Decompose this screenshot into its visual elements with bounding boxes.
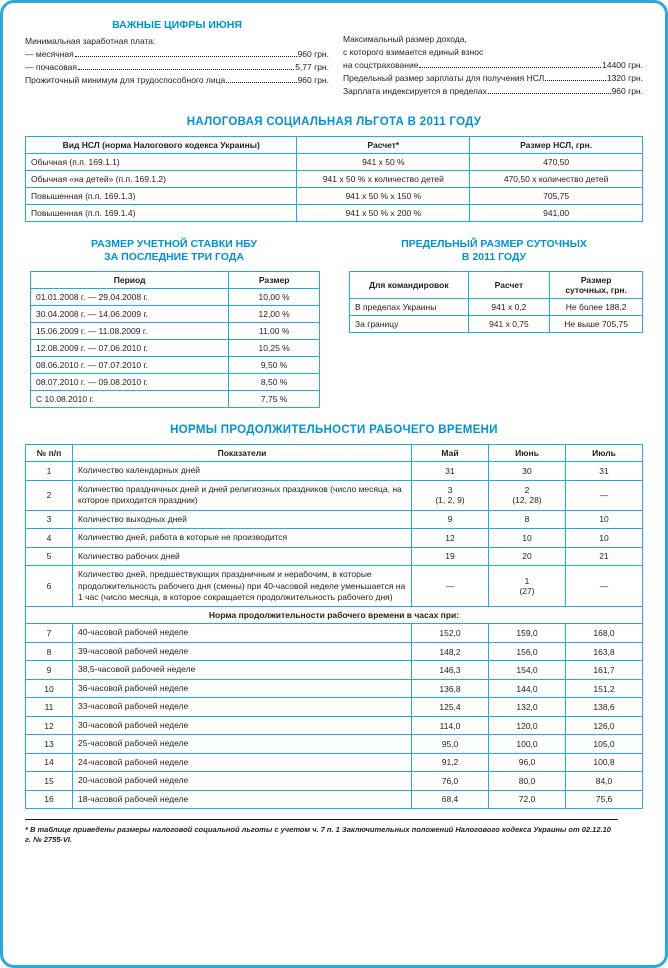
norms-june: 120,0 xyxy=(489,716,566,734)
norms-indicator: 24-часовой рабочей неделе xyxy=(73,753,412,771)
nsl-limit-row xyxy=(343,72,643,85)
norms-july: 151,2 xyxy=(566,679,643,697)
norms-may: 31 xyxy=(412,462,489,480)
norms-july: 126,0 xyxy=(566,716,643,734)
norms-may: 95,0 xyxy=(412,735,489,753)
norms-indicator: 40-часовой рабочей неделе xyxy=(73,624,412,642)
norms-july: 138,6 xyxy=(566,698,643,716)
norms-june-count: 2 xyxy=(524,485,530,496)
dot-leader xyxy=(545,79,606,81)
table-row xyxy=(26,205,643,222)
norms-july: 75,6 xyxy=(566,790,643,808)
per-diem-trip: В пределах Украины xyxy=(350,299,469,316)
table-row xyxy=(26,661,643,679)
norms-july: 105,0 xyxy=(566,735,643,753)
minimum-wage-hourly xyxy=(25,61,329,74)
norms-no: 6 xyxy=(26,566,73,607)
nsl-calc: 941 х 50 % х 150 % xyxy=(297,188,470,205)
per-diem-block xyxy=(345,238,643,408)
nbu-period: С 10.08.2010 г. xyxy=(31,391,229,408)
table-header-row xyxy=(26,445,643,462)
norms-may: 146,3 xyxy=(412,661,489,679)
norms-indicator: 20-часовой рабочей неделе xyxy=(73,772,412,790)
nbu-header-period: Период xyxy=(31,272,229,289)
norms-june: 132,0 xyxy=(489,698,566,716)
max-income-line1: Максимальный размер дохода, xyxy=(343,34,467,44)
norms-indicator: Количество дней, предшествующих праздничным и нерабочим, в которые продолжительность рабочего дня (смены) при 40-часовой неделе уменьшается на 1 час (число месяца, в которое сокращается продолжительность рабочего дня) xyxy=(73,566,412,607)
per-diem-calc: 941 х 0,75 xyxy=(468,316,550,333)
minimum-wage-label: Минимальная заработная плата: xyxy=(25,36,156,46)
norms-no: 14 xyxy=(26,753,73,771)
nsl-header-calc: Расчет* xyxy=(297,137,470,154)
table-row xyxy=(26,188,643,205)
norms-june: 80,0 xyxy=(489,772,566,790)
norms-june: 8 xyxy=(489,510,566,528)
key-figures-left xyxy=(25,19,329,98)
nsl-amount: 470,50 х количество детей xyxy=(470,171,643,188)
dot-leader xyxy=(488,92,611,94)
norms-section-title: НОРМЫ ПРОДОЛЖИТЕЛЬНОСТИ РАБОЧЕГО ВРЕМЕНИ xyxy=(170,424,498,437)
table-row xyxy=(26,642,643,660)
per-diem-title xyxy=(345,238,643,264)
norms-june: 159,0 xyxy=(489,624,566,642)
norms-no: 11 xyxy=(26,698,73,716)
subsistence-minimum xyxy=(25,74,329,87)
norms-may: 148,2 xyxy=(412,642,489,660)
table-row xyxy=(26,171,643,188)
norms-june: 30 xyxy=(489,462,566,480)
norms-may: 125,4 xyxy=(412,698,489,716)
norms-may: 12 xyxy=(412,529,489,547)
nbu-header-size: Размер xyxy=(229,272,320,289)
norms-may-count: 3 xyxy=(447,485,453,496)
norms-header-indicator: Показатели xyxy=(73,445,412,462)
norms-july: 31 xyxy=(566,462,643,480)
norms-indicator: Количество праздничных дней и дней религиозных праздников (число месяца, на которое приходится праздник) xyxy=(73,480,412,510)
per-diem-amount: Не более 188,2 xyxy=(550,299,643,316)
nsl-calc: 941 х 50 % х 200 % xyxy=(297,205,470,222)
nsl-header-amount: Размер НСЛ, грн. xyxy=(470,137,643,154)
norms-july: 21 xyxy=(566,547,643,565)
nsl-calc: 941 х 50 % xyxy=(297,154,470,171)
nbu-size: 10,00 % xyxy=(229,289,320,306)
dot-leader xyxy=(226,81,296,83)
table-row xyxy=(31,391,320,408)
norms-no: 1 xyxy=(26,462,73,480)
norms-june: 96,0 xyxy=(489,753,566,771)
key-figures-title: ВАЖНЫЕ ЦИФРЫ ИЮНЯ xyxy=(112,19,242,31)
nsl-calc: 941 х 50 % х количество детей xyxy=(297,171,470,188)
dot-leader xyxy=(78,68,294,70)
norms-june-dates: (27) xyxy=(519,586,535,597)
norms-july: 84,0 xyxy=(566,772,643,790)
norms-may xyxy=(412,480,489,510)
norms-indicator: Количество дней, работа в которые не производится xyxy=(73,529,412,547)
norms-july: 10 xyxy=(566,529,643,547)
norms-june-count: 1 xyxy=(524,576,530,587)
per-diem-title-line2: В 2011 ГОДУ xyxy=(461,251,527,264)
work-time-norms-table xyxy=(25,444,643,809)
norms-no: 9 xyxy=(26,661,73,679)
norms-july: 10 xyxy=(566,510,643,528)
table-header-row xyxy=(31,272,320,289)
nsl-type: Повышенная (п.п. 169.1.4) xyxy=(26,205,297,222)
nbu-period: 15.06.2009 г. — 11.08.2009 г. xyxy=(31,323,229,340)
minimum-wage-monthly-label: — месячная xyxy=(25,49,74,59)
table-row xyxy=(31,323,320,340)
norms-may-dates: (1, 2, 9) xyxy=(435,495,465,506)
norms-no: 2 xyxy=(26,480,73,510)
table-row xyxy=(26,480,643,510)
table-row xyxy=(26,698,643,716)
norms-indicator: 25-часовой рабочей неделе xyxy=(73,735,412,753)
norms-june: 20 xyxy=(489,547,566,565)
table-row xyxy=(26,154,643,171)
norms-header-no: № п/п xyxy=(26,445,73,462)
nbu-title-line2: ЗА ПОСЛЕДНИЕ ТРИ ГОДА xyxy=(104,251,244,264)
norms-no: 7 xyxy=(26,624,73,642)
norms-indicator: 39-часовой рабочей неделе xyxy=(73,642,412,660)
per-diem-title-line1: ПРЕДЕЛЬНЫЙ РАЗМЕР СУТОЧНЫХ xyxy=(401,238,587,250)
subsistence-minimum-value: 960 грн. xyxy=(297,75,329,85)
norms-no: 15 xyxy=(26,772,73,790)
middle-section xyxy=(25,238,643,408)
max-income-line2: с которого взимается единый взнос xyxy=(343,47,484,57)
norms-june xyxy=(489,566,566,607)
norms-may: 76,0 xyxy=(412,772,489,790)
norms-june xyxy=(489,480,566,510)
nsl-limit-value: 1320 грн. xyxy=(606,73,643,83)
nsl-amount: 470,50 xyxy=(470,154,643,171)
norms-july: 100,8 xyxy=(566,753,643,771)
nsl-amount: 941,00 xyxy=(470,205,643,222)
table-row xyxy=(26,790,643,808)
nbu-period: 08.07.2010 г. — 09.08.2010 г. xyxy=(31,374,229,391)
norms-may: — xyxy=(412,566,489,607)
minimum-wage-monthly xyxy=(25,48,329,61)
nbu-size: 10,25 % xyxy=(229,340,320,357)
table-row xyxy=(26,529,643,547)
norms-may: 91,2 xyxy=(412,753,489,771)
norms-no: 16 xyxy=(26,790,73,808)
nsl-limit-label: Предельный размер зарплаты для получения НСЛ xyxy=(343,73,545,83)
norms-july: — xyxy=(566,566,643,607)
key-figures-right xyxy=(343,19,643,98)
nbu-size: 12,00 % xyxy=(229,306,320,323)
nbu-period: 30.04.2008 г. — 14.06.2009 г. xyxy=(31,306,229,323)
per-diem-trip: За границу xyxy=(350,316,469,333)
norms-june: 144,0 xyxy=(489,679,566,697)
footnote xyxy=(25,819,618,845)
norms-no: 8 xyxy=(26,642,73,660)
per-diem-header-amount-line2: суточных, грн. xyxy=(565,285,627,296)
norms-june: 10 xyxy=(489,529,566,547)
table-row xyxy=(26,462,643,480)
norms-indicator: Количество выходных дней xyxy=(73,510,412,528)
nsl-amount: 705,75 xyxy=(470,188,643,205)
table-row xyxy=(31,289,320,306)
norms-may: 136,8 xyxy=(412,679,489,697)
norms-no: 12 xyxy=(26,716,73,734)
norms-no: 10 xyxy=(26,679,73,697)
nbu-rate-block xyxy=(25,238,323,408)
norms-indicator: 30-часовой рабочей неделе xyxy=(73,716,412,734)
table-row xyxy=(26,772,643,790)
table-row xyxy=(26,735,643,753)
per-diem-table xyxy=(349,271,643,333)
norms-june-dates: (12, 28) xyxy=(512,495,542,506)
minimum-wage-monthly-value: 960 грн. xyxy=(297,49,329,59)
nbu-size: 8,50 % xyxy=(229,374,320,391)
table-row xyxy=(26,679,643,697)
per-diem-header-amount xyxy=(550,272,643,299)
table-row xyxy=(26,624,643,642)
social-insurance-label: на соцстрахование xyxy=(343,60,419,70)
minimum-wage-hourly-label: — почасовая xyxy=(25,62,77,72)
norms-indicator: 33-часовой рабочей неделе xyxy=(73,698,412,716)
norms-may: 9 xyxy=(412,510,489,528)
norms-indicator: 18-часовой рабочей неделе xyxy=(73,790,412,808)
norms-indicator: Количество календарных дней xyxy=(73,462,412,480)
minimum-wage-hourly-value: 5,77 грн. xyxy=(295,62,329,72)
key-figures-section xyxy=(25,19,643,98)
nbu-size: 9,50 % xyxy=(229,357,320,374)
table-subheader-row xyxy=(26,607,643,624)
table-row xyxy=(350,299,643,316)
norms-may: 19 xyxy=(412,547,489,565)
subsistence-minimum-label: Прожиточный минимум для трудоспособного лица xyxy=(25,75,226,85)
social-insurance-value: 14400 грн. xyxy=(602,60,643,70)
norms-indicator: 36-часовой рабочей неделе xyxy=(73,679,412,697)
nbu-period: 08.06.2010 г. — 07.07.2010 г. xyxy=(31,357,229,374)
table-row xyxy=(31,357,320,374)
nbu-size: 11,00 % xyxy=(229,323,320,340)
norms-july: 161,7 xyxy=(566,661,643,679)
dot-leader xyxy=(75,55,297,57)
norms-july: 163,8 xyxy=(566,642,643,660)
norms-july: — xyxy=(566,480,643,510)
per-diem-calc: 941 х 0,2 xyxy=(468,299,550,316)
norms-header-june: Июнь xyxy=(489,445,566,462)
norms-may: 114,0 xyxy=(412,716,489,734)
nsl-header-type: Вид НСЛ (норма Налогового кодекса Украины) xyxy=(26,137,297,154)
table-row xyxy=(26,547,643,565)
norms-subheader: Норма продолжительности рабочего времени в часах при: xyxy=(26,607,643,624)
social-insurance-row xyxy=(343,59,643,72)
indexation-label: Зарплата индексируется в пределах xyxy=(343,86,487,96)
norms-june: 72,0 xyxy=(489,790,566,808)
indexation-row xyxy=(343,85,643,98)
per-diem-header-amount-line1: Размер xyxy=(580,275,612,286)
nsl-type: Повышенная (п.п. 169.1.3) xyxy=(26,188,297,205)
norms-no: 4 xyxy=(26,529,73,547)
nsl-table xyxy=(25,136,643,222)
norms-june: 156,0 xyxy=(489,642,566,660)
nsl-section-title: НАЛОГОВАЯ СОЦИАЛЬНАЯ ЛЬГОТА В 2011 ГОДУ xyxy=(186,116,482,128)
table-row xyxy=(26,753,643,771)
norms-no: 5 xyxy=(26,547,73,565)
table-row xyxy=(26,510,643,528)
norms-may: 152,0 xyxy=(412,624,489,642)
dot-leader xyxy=(419,66,601,68)
table-row xyxy=(26,716,643,734)
nbu-size: 7,75 % xyxy=(229,391,320,408)
per-diem-header-trip: Для командировок xyxy=(350,272,469,299)
per-diem-amount: Не выше 705,75 xyxy=(550,316,643,333)
table-row xyxy=(26,566,643,607)
table-row xyxy=(31,340,320,357)
table-row xyxy=(31,306,320,323)
nbu-period: 01.01.2008 г. — 29.04.2008 г. xyxy=(31,289,229,306)
nbu-table xyxy=(30,271,320,408)
norms-july: 168,0 xyxy=(566,624,643,642)
table-row xyxy=(350,316,643,333)
nbu-title xyxy=(25,238,323,264)
indexation-value: 960 грн. xyxy=(611,86,643,96)
norms-no: 13 xyxy=(26,735,73,753)
norms-indicator: 38,5-часовой рабочей неделе xyxy=(73,661,412,679)
footnote-text: В таблице приведены размеры налоговой социальной льготы с учетом ч. 7 п. 1 Заключительных положений Налогового кодекса Украины от 02.12.10 г. № 2755-VI. xyxy=(25,825,611,845)
nbu-title-line1: РАЗМЕР УЧЕТНОЙ СТАВКИ НБУ xyxy=(91,238,257,250)
norms-may: 68,4 xyxy=(412,790,489,808)
norms-header-july: Июль xyxy=(566,445,643,462)
table-header-row xyxy=(26,137,643,154)
nbu-period: 12.08.2009 г. — 07.06.2010 г. xyxy=(31,340,229,357)
norms-indicator: Количество рабочих дней xyxy=(73,547,412,565)
norms-header-may: Май xyxy=(412,445,489,462)
nsl-type: Обычная (п.п. 169.1.1) xyxy=(26,154,297,171)
footnote-star: * xyxy=(25,825,28,835)
per-diem-header-calc: Расчет xyxy=(468,272,550,299)
table-row xyxy=(31,374,320,391)
norms-june: 154,0 xyxy=(489,661,566,679)
table-header-row xyxy=(350,272,643,299)
norms-no: 3 xyxy=(26,510,73,528)
norms-june: 100,0 xyxy=(489,735,566,753)
nsl-type: Обычная «на детей» (п.п. 169.1.2) xyxy=(26,171,297,188)
